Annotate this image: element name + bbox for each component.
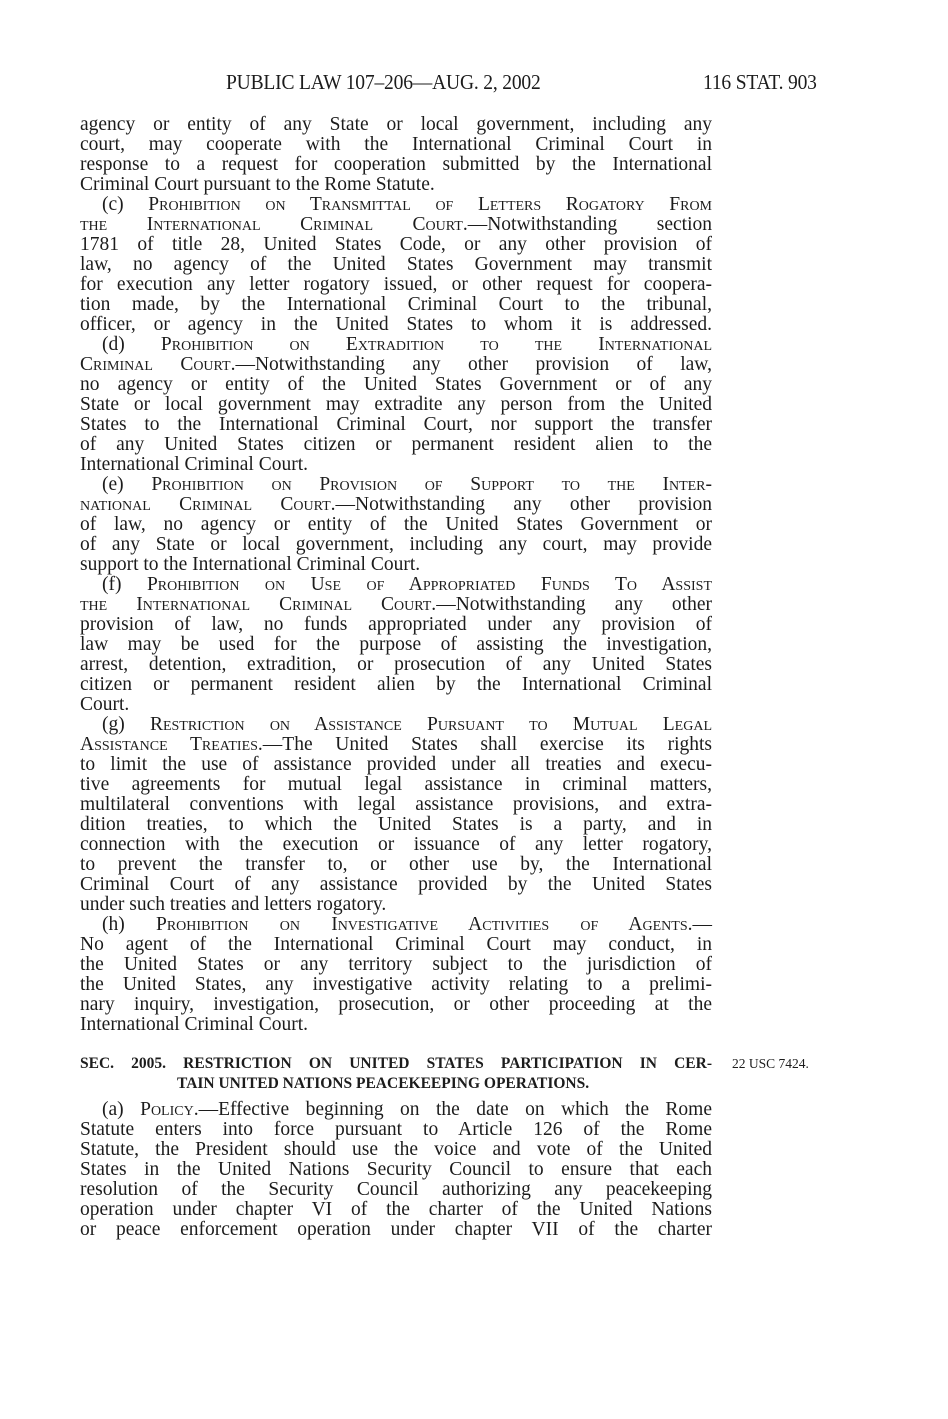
subsection-g <box>80 715 712 915</box>
text-line: no agency or entity of the United States Government or of any <box>80 374 712 395</box>
text-line: or peace enforcement operation under chapter VII of the charter <box>80 1219 712 1240</box>
text-line: International Criminal Court. <box>80 1014 308 1035</box>
text-line: court, may cooperate with the International Criminal Court in <box>80 134 712 155</box>
text-line: the International Criminal Court.—Notwithstanding section <box>80 214 712 235</box>
text-line: law may be used for the purpose of assisting the investigation, <box>80 634 712 655</box>
text-line: Court. <box>80 694 130 715</box>
text-line: operation under chapter VI of the charter of the United Nations <box>80 1199 712 1220</box>
text-line: tion made, by the International Criminal Court to the tribunal, <box>80 294 712 315</box>
text-line: national Criminal Court.—Notwithstanding any other provision <box>80 494 712 515</box>
text-line: multilateral conventions with legal assistance provisions, and extra- <box>80 794 712 815</box>
text-line: for execution any letter rogatory issued, or other request for coopera- <box>80 274 712 295</box>
text-line: Statute enters into force pursuant to Article 126 of the Rome <box>80 1119 712 1140</box>
usc-margin-note: 22 USC 7424. <box>732 1056 809 1071</box>
text-line: law, no agency of the United States Government may transmit <box>80 254 712 275</box>
body-text <box>80 115 712 1035</box>
subsection-f <box>80 575 712 715</box>
subsection-label: (a) <box>102 1099 124 1120</box>
subsection-label: (g) <box>102 714 125 735</box>
subsection-heading-line: (g) Restriction on Assistance Pursuant to Mutual Legal <box>102 714 712 735</box>
text-line: States in the United Nations Security Council to ensure that each <box>80 1159 712 1180</box>
text-line: arrest, detention, extradition, or prosecution of any United States <box>80 654 712 675</box>
text-line: Criminal Court of any assistance provided by the United States <box>80 874 712 895</box>
running-head: PUBLIC LAW 107–206—AUG. 2, 2002 <box>226 70 541 94</box>
text-line: Criminal Court pursuant to the Rome Statute. <box>80 174 435 195</box>
text-line: State or local government may extradite any person from the United <box>80 394 712 415</box>
text-line: of law, no agency or entity of the United States Government or <box>80 514 712 535</box>
section-2005-body <box>80 1100 712 1240</box>
subsection-h <box>80 915 712 1035</box>
text-line: connection with the execution or issuance of any letter rogatory, <box>80 834 712 855</box>
text-line: States to the International Criminal Court, nor support the transfer <box>80 414 712 435</box>
subsection-label: (e) <box>102 474 124 495</box>
subsection-label: (c) <box>102 194 124 215</box>
subsection-label: (f) <box>102 574 122 595</box>
text-line: No agent of the International Criminal Court may conduct, in <box>80 934 712 955</box>
subsection-label: (d) <box>102 334 125 355</box>
text-line: under such treaties and letters rogatory. <box>80 894 387 915</box>
text-line: the United States, any investigative activity relating to a prelimi- <box>80 974 712 995</box>
text-line: citizen or permanent resident alien by the International Criminal <box>80 674 712 695</box>
subsection-heading-line: (c) Prohibition on Transmittal of Letters Rogatory From <box>102 194 712 215</box>
statute-page-citation: 116 STAT. 903 <box>703 70 817 94</box>
text-line: officer, or agency in the United States to whom it is addressed. <box>80 314 712 335</box>
page-header <box>0 70 948 100</box>
text-line: the United States or any territory subject to the jurisdiction of <box>80 954 712 975</box>
text-line: tive agreements for mutual legal assistance in criminal matters, <box>80 774 712 795</box>
section-heading-line: TAIN UNITED NATIONS PEACEKEEPING OPERATIONS. <box>177 1075 590 1092</box>
subsection-c <box>80 195 712 335</box>
subsection-label: (h) <box>102 914 125 935</box>
text-line: of any United States citizen or permanent resident alien to the <box>80 434 712 455</box>
text-line: support to the International Criminal Court. <box>80 554 421 575</box>
text-line: of any State or local government, including any court, may provide <box>80 534 712 555</box>
subsection-d <box>80 335 712 475</box>
subsection-heading-line: (d) Prohibition on Extradition to the International <box>102 334 713 355</box>
text-line: dition treaties, to which the United States is a party, and in <box>80 814 712 835</box>
text-line: response to a request for cooperation submitted by the International <box>80 154 712 175</box>
subsection-e <box>80 475 712 575</box>
text-line: the International Criminal Court.—Notwithstanding any other <box>80 594 712 615</box>
section-heading-line: SEC. 2005. RESTRICTION ON UNITED STATES PARTICIPATION IN CER- <box>80 1055 712 1072</box>
section-heading <box>80 1054 712 1094</box>
subsection-heading-line: (e) Prohibition on Provision of Support to the Inter- <box>102 474 713 495</box>
text-line: to prevent the transfer to, or other use by, the International <box>80 854 712 875</box>
text-line: Statute, the President should use the voice and vote of the United <box>80 1139 712 1160</box>
subsection-heading-line: (a) Policy.—Effective beginning on the date on which the Rome <box>102 1099 712 1120</box>
text-line: Criminal Court.—Notwithstanding any other provision of law, <box>80 354 712 375</box>
text-line: Assistance Treaties.—The United States shall exercise its rights <box>80 734 712 755</box>
subsection-heading-line: (f) Prohibition on Use of Appropriated Funds To Assist <box>102 574 712 595</box>
text-line: to limit the use of assistance provided under all treaties and execu- <box>80 754 712 775</box>
text-line: provision of law, no funds appropriated under any provision of <box>80 614 712 635</box>
text-line: International Criminal Court. <box>80 454 308 475</box>
text-line: resolution of the Security Council authorizing any peacekeeping <box>80 1179 712 1200</box>
text-line: nary inquiry, investigation, prosecution, or other proceeding at the <box>80 994 712 1015</box>
subsection-heading-line: (h) Prohibition on Investigative Activities of Agents.— <box>102 914 713 935</box>
continuation-paragraph <box>80 115 712 195</box>
subsection-a <box>80 1100 712 1240</box>
text-line: 1781 of title 28, United States Code, or any other provision of <box>80 234 712 255</box>
text-line: agency or entity of any State or local government, including any <box>80 114 712 135</box>
